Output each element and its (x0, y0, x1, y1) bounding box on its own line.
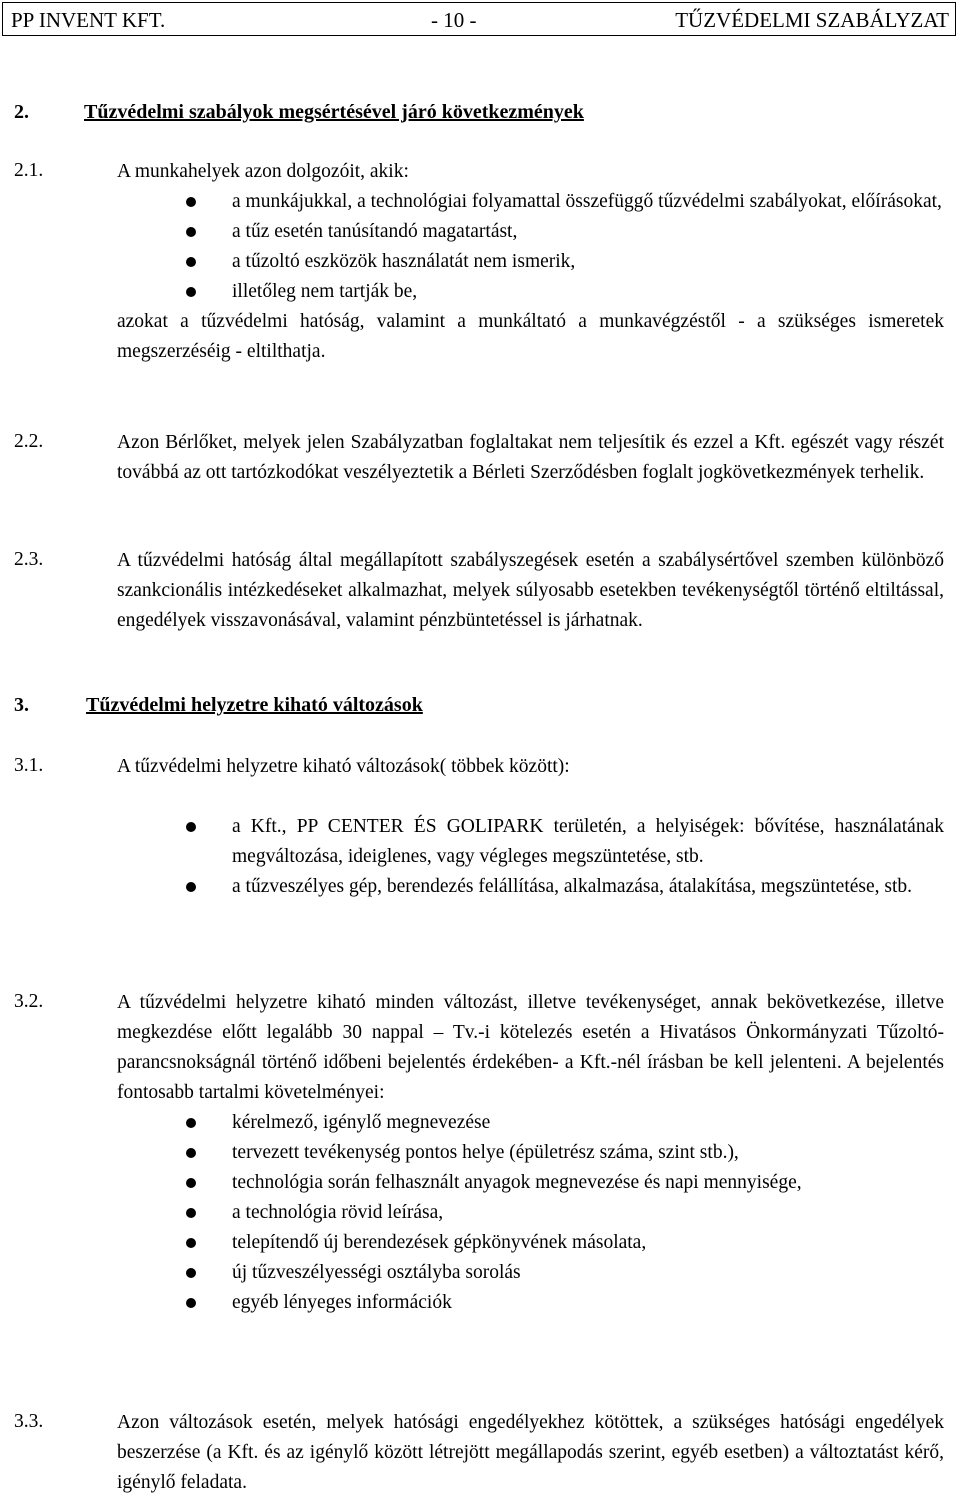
list-item: telepítendő új berendezések gépkönyvének másolata, (14, 1228, 944, 1258)
paragraph-2-3 (14, 546, 944, 636)
paragraph-number: 3.3. (14, 1411, 44, 1432)
section-3-number: 3. (14, 694, 29, 716)
paragraph-number: 3.2. (14, 991, 44, 1012)
paragraph-number: 3.1. (14, 755, 44, 776)
paragraph-text: A tűzvédelmi hatóság által megállapított szabályszegések esetén a szabálysértővel szemben különböző szankcionális intézkedéseket alkalmazhat, melyek súlyosabb esetekben tevékenységtől történő eltiltással, engedélyek visszavonásával, valamint pénzbüntetéssel is járhatnak. (117, 550, 944, 631)
list-item: kérelmező, igénylő megnevezése (14, 1108, 944, 1138)
list-item: a Kft., PP CENTER ÉS GOLIPARK területén, a helyiségek: bővítése, használatának megváltozása, ideiglenes, vagy végleges megszüntetése, stb. (14, 812, 944, 872)
paragraph-number: 2.3. (14, 549, 44, 570)
paragraph-2-2 (14, 428, 944, 488)
paragraph-2-1 (14, 157, 944, 367)
section-2-number: 2. (14, 101, 29, 123)
header-document-title: TŰZVÉDELMI SZABÁLYZAT (675, 8, 949, 32)
paragraph-text: Azon változások esetén, melyek hatósági engedélyekhez kötöttek, a szükséges hatósági engedélyek beszerzése (a Kft. és az igénylő között létrejött megállapodás szerint, egyéb esetben) a változtatást kérő, igénylő feladata. (117, 1412, 944, 1493)
paragraph-number: 2.2. (14, 431, 44, 452)
list-item: a technológia rövid leírása, (14, 1198, 944, 1228)
bullet-list (14, 1108, 944, 1318)
header-company: PP INVENT KFT. (11, 8, 166, 32)
list-item: új tűzveszélyességi osztályba sorolás (14, 1258, 944, 1288)
paragraph-text: A tűzvédelmi helyzetre kiható minden változást, illetve tevékenységet, annak bekövetkezése, illetve megkezdése előtt legalább 30 nappal – Tv.-i kötelezés esetén a Hivatásos Önkormányzati Tűzoltó-parancsnokságnál történő időbeni bejelentés érdekében- a Kft.-nél írásban be kell jelenteni. A bejelentés fontosabb tartalmi követelményei: (117, 992, 944, 1103)
paragraph-number: 2.1. (14, 160, 44, 181)
paragraph-intro: A munkahelyek azon dolgozóit, akik: (117, 161, 409, 182)
bullet-list (14, 812, 944, 902)
section-3-heading (14, 694, 423, 717)
header-page-number: - 10 - (431, 8, 477, 32)
section-2-title: Tűzvédelmi szabályok megsértésével járó következmények (84, 101, 584, 123)
list-item: tervezett tevékenység pontos helye (épületrész száma, szint stb.), (14, 1138, 944, 1168)
paragraph-3-1 (14, 752, 944, 902)
section-2-heading (14, 101, 584, 124)
list-item: a tűzveszélyes gép, berendezés felállítása, alkalmazása, átalakítása, megszüntetése, stb. (14, 872, 944, 902)
list-item: a tűz esetén tanúsítandó magatartást, (14, 217, 944, 247)
list-item: illetőleg nem tartják be, (14, 277, 944, 307)
page-header (2, 2, 956, 36)
paragraph-intro: A tűzvédelmi helyzetre kiható változások( többek között): (117, 756, 570, 777)
list-item: a munkájukkal, a technológiai folyamattal összefüggő tűzvédelmi szabályokat, előírásokat, (14, 187, 944, 217)
list-item: egyéb lényeges információk (14, 1288, 944, 1318)
list-item: a tűzoltó eszközök használatát nem ismerik, (14, 247, 944, 277)
list-item: technológia során felhasznált anyagok megnevezése és napi mennyisége, (14, 1168, 944, 1198)
paragraph-outro: azokat a tűzvédelmi hatóság, valamint a munkáltató a munkavégzéstől - a szükséges ismeretek megszerzéséig - eltilthatja. (117, 311, 944, 362)
section-3-title: Tűzvédelmi helyzetre kiható változások (86, 694, 423, 716)
bullet-list (14, 187, 944, 307)
paragraph-3-3 (14, 1408, 944, 1498)
paragraph-text: Azon Bérlőket, melyek jelen Szabályzatban foglaltakat nem teljesítik és ezzel a Kft. egészét vagy részét továbbá az ott tartózkodókat veszélyeztetik a Bérleti Szerződésben foglalt jogkövetkezmények terhelik. (117, 432, 944, 483)
paragraph-3-2 (14, 988, 944, 1318)
